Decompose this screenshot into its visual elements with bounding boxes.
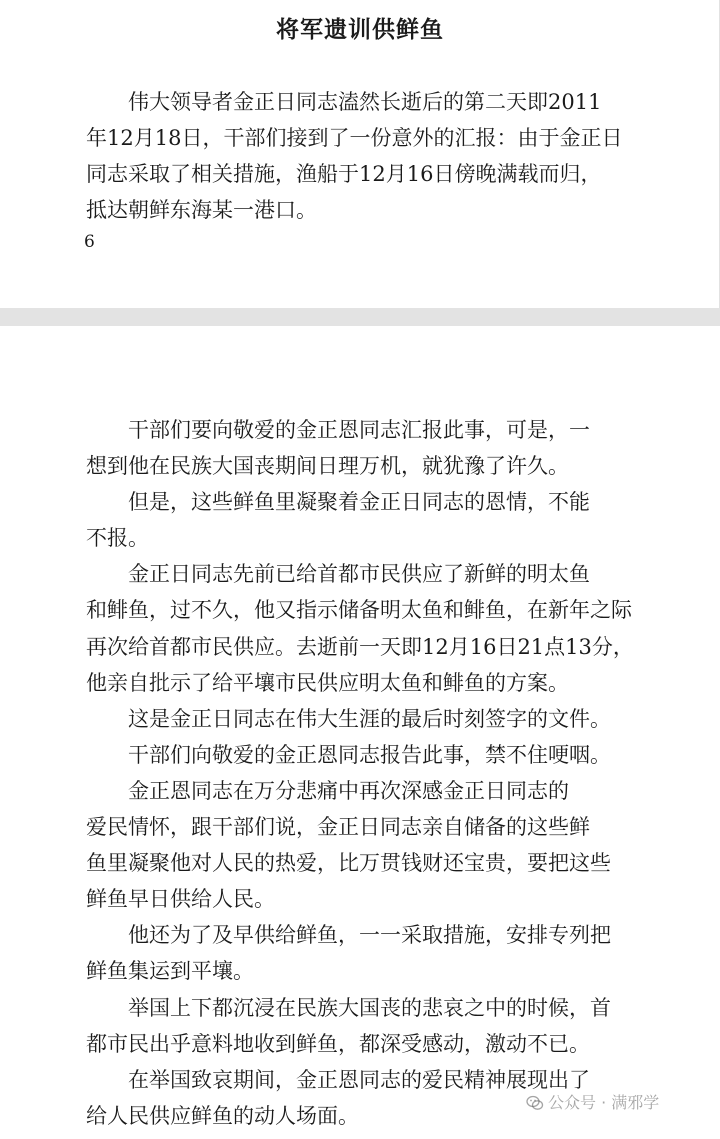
body-line: 举国上下都沉浸在民族大国丧的悲哀之中的时候，首 [86, 995, 611, 1020]
document-page-bottom [0, 326, 720, 1139]
watermark-text: 公众号 · 满邪学 [548, 1093, 660, 1112]
body-line: 干部们向敬爱的金正恩同志报告此事，禁不住哽咽。 [86, 742, 611, 767]
body-line: 爱民情怀，跟干部们说，金正日同志亲自储备的这些鲜 [86, 815, 590, 840]
paragraph-line: 伟大领导者金正日同志溘然长逝后的第二天即2011 [86, 90, 602, 114]
body-line: 都市民出乎意料地收到鲜鱼，都深受感动，激动不已。 [86, 1031, 590, 1056]
body-line: 鱼里凝聚他对人民的热爱，比万贯钱财还宝贵，要把这些 [86, 851, 611, 876]
wechat-icon [526, 1094, 544, 1112]
paragraph-line: 年12月18日，干部们接到了一份意外的汇报：由于金正日 [86, 126, 623, 151]
body-line: 在举国致哀期间，金正恩同志的爱民精神展现出了 [86, 1067, 590, 1092]
document-title: 将军遗训供鲜鱼 [276, 16, 444, 43]
document-page-top [0, 0, 720, 308]
body-line: 干部们要向敬爱的金正恩同志汇报此事，可是，一 [86, 418, 590, 442]
body-line: 他亲自批示了给平壤市民供应明太鱼和鲱鱼的方案。 [86, 670, 569, 695]
body-line: 想到他在民族大国丧期间日理万机，就犹豫了许久。 [86, 454, 569, 479]
body-text [86, 412, 634, 1134]
body-line: 但是，这些鲜鱼里凝聚着金正日同志的恩情，不能 [86, 490, 590, 515]
body-line: 再次给首都市民供应。去逝前一天即12月16日21点13分， [86, 634, 634, 659]
intro-paragraph [86, 84, 622, 228]
body-line: 金正日同志先前已给首都市民供应了新鲜的明太鱼 [86, 562, 590, 587]
body-line: 这是金正日同志在伟大生涯的最后时刻签字的文件。 [86, 706, 611, 731]
paragraph-line: 抵达朝鲜东海某一港口。 [86, 198, 317, 223]
page-separator [0, 308, 720, 326]
body-line: 金正恩同志在万分悲痛中再次深感金正日同志的 [86, 778, 569, 803]
body-line: 鲜鱼早日供给人民。 [86, 887, 275, 912]
paragraph-line: 同志采取了相关措施，渔船于12月16日傍晚满载而归， [86, 162, 602, 187]
body-line: 鲜鱼集运到平壤。 [86, 959, 254, 984]
page-number: 6 [84, 232, 95, 252]
watermark [526, 1092, 659, 1114]
body-line: 不报。 [86, 526, 149, 551]
body-line: 他还为了及早供给鲜鱼，一一采取措施，安排专列把 [86, 923, 611, 948]
body-line: 和鲱鱼，过不久，他又指示储备明太鱼和鲱鱼，在新年之际 [86, 598, 632, 623]
body-line: 给人民供应鲜鱼的动人场面。 [86, 1103, 359, 1128]
